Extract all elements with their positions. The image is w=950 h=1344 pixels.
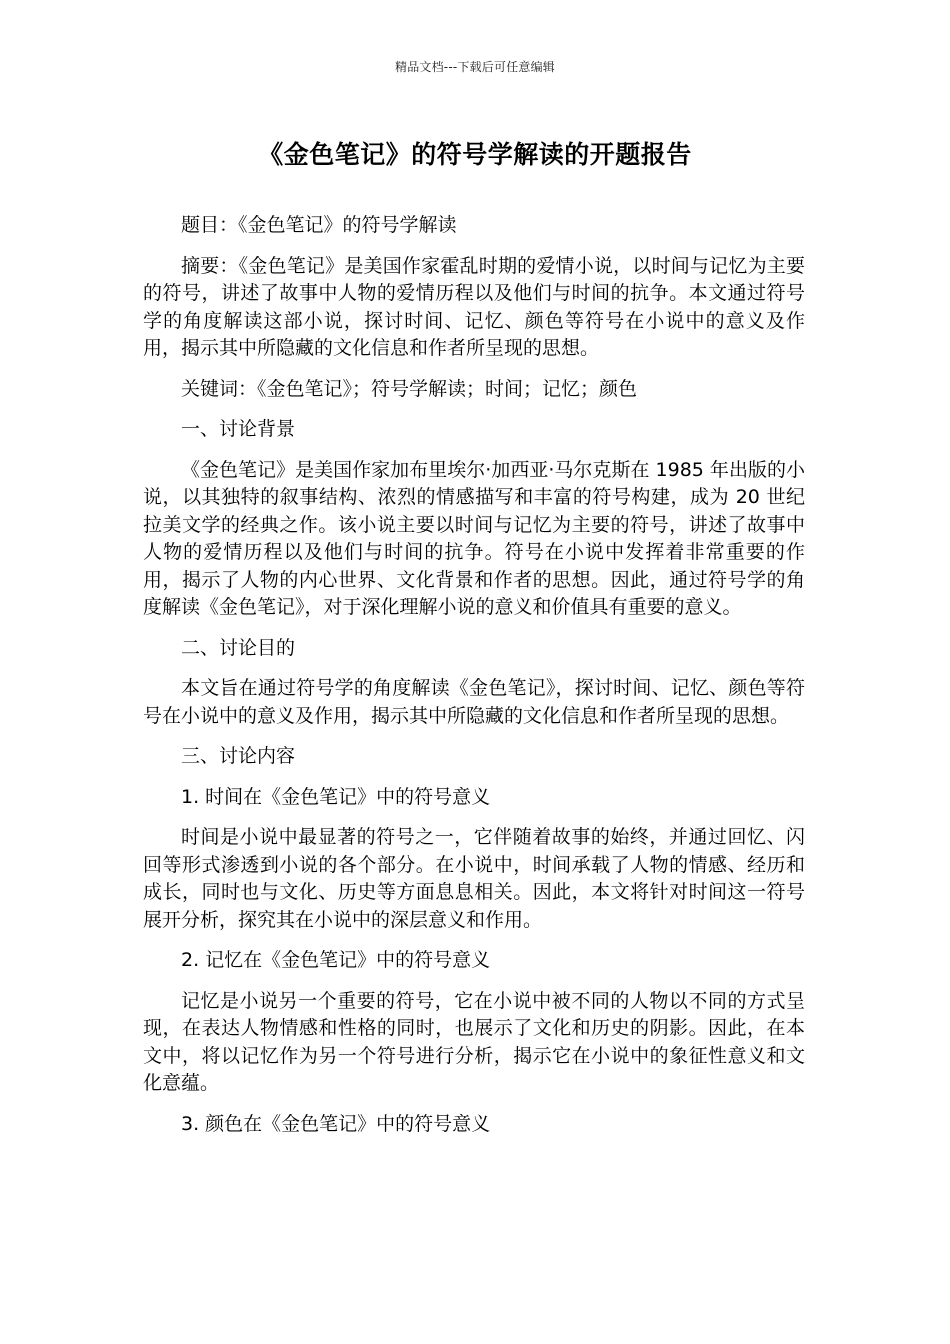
subheading-color: 3. 颜色在《金色笔记》中的符号意义 (181, 1112, 491, 1135)
document-body (143, 212, 805, 1151)
topic-paragraph: 题目：《金色笔记》的符号学解读 (181, 214, 457, 236)
subheading-time: 1. 时间在《金色笔记》中的符号意义 (181, 785, 491, 808)
section-heading-content: 三、讨论内容 (181, 745, 296, 767)
header-note: 精品文档---下载后可任意编辑 (395, 60, 555, 74)
document-title: 《金色笔记》的符号学解读的开题报告 (258, 140, 692, 169)
time-paragraph: 时间是小说中最显著的符号之一，它伴随着故事的始终，并通过回忆、闪回等形式渗透到小说的各个部分。在小说中，时间承载了人物的情感、经历和成长，同时也与文化、历史等方面息息相关。因此，本文将针对时间这一符号展开分析，探究其在小说中的深层意义和作用。 (143, 826, 805, 931)
purpose-paragraph: 本文旨在通过符号学的角度解读《金色笔记》，探讨时间、记忆、颜色等符号在小说中的意义及作用，揭示其中所隐藏的文化信息和作者所呈现的思想。 (143, 677, 805, 727)
memory-paragraph: 记忆是小说另一个重要的符号，它在小说中被不同的人物以不同的方式呈现，在表达人物情感和性格的同时，也展示了文化和历史的阴影。因此，在本文中，将以记忆作为另一个符号进行分析，揭示它在小说中的象征性意义和文化意蕴。 (143, 989, 805, 1094)
abstract-paragraph: 摘要：《金色笔记》是美国作家霍乱时期的爱情小说，以时间与记忆为主要的符号，讲述了故事中人物的爱情历程以及他们与时间的抗争。本文通过符号学的角度解读这部小说，探讨时间、记忆、颜色等符号在小说中的意义及作用，揭示其中所隐藏的文化信息和作者所呈现的思想。 (143, 254, 805, 359)
subheading-memory: 2. 记忆在《金色笔记》中的符号意义 (181, 949, 491, 971)
section-heading-purpose: 二、讨论目的 (181, 636, 296, 659)
keywords-paragraph: 关键词：《金色笔记》；符号学解读；时间；记忆；颜色 (181, 377, 638, 400)
background-paragraph: 《金色笔记》是美国作家加布里埃尔·加西亚·马尔克斯在 1985 年出版的小说，以其独特的叙事结构、浓烈的情感描写和丰富的符号构建，成为 20 世纪拉美文学的经典之作。该小说主要以时间与记忆为主要的符号，讲述了故事中人物的爱情历程以及他们与时间的抗争。符号在小说中发挥着非常重要的作用，揭示了人物的内心世界、文化背景和作者的思想。因此，通过符号学的角度解读《金色笔记》，对于深化理解小说的意义和价值具有重要的意义。 (143, 458, 805, 618)
section-heading-background: 一、讨论背景 (181, 418, 296, 440)
